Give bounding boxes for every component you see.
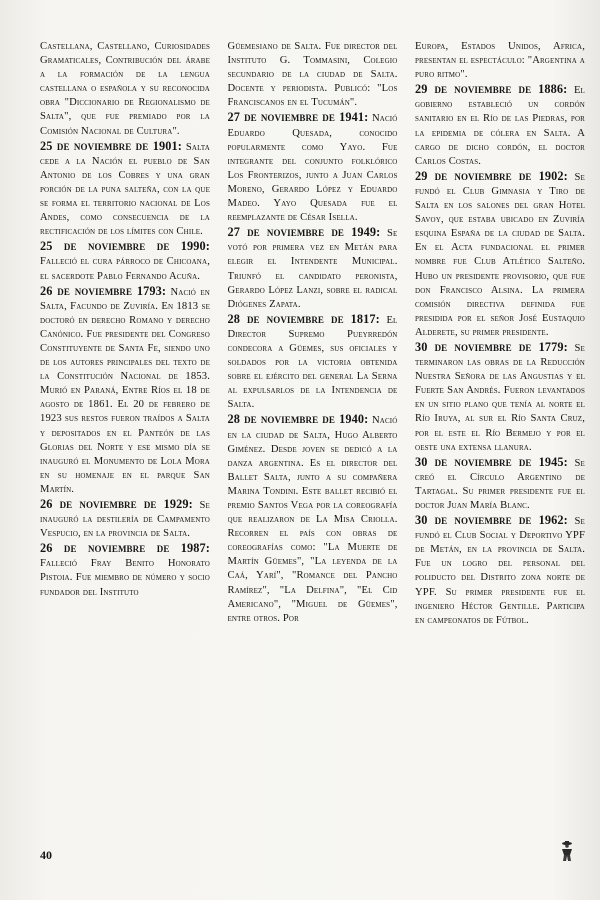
entry-date: 27 de noviembre de 1941: — [227, 110, 369, 125]
entry-date: 25 de noviembre de 1990: — [40, 239, 210, 254]
entry-date: 28 de noviembre de 1940: — [227, 412, 369, 427]
entry-date: 26 de noviembre 1793: — [40, 283, 167, 298]
text-columns — [40, 40, 585, 850]
entry-text: Se fundó el Club Gimnasia y Tiro de Salta en los salones del gran Hotel Savoy, que estaba ubicado en Zuviría esquina España de la ciudad de Salta. En el Acta fundacional el primer nombre fue Club Atlético Salteño. Hubo un presidente provisorio, que fue don Francisco Alsina. La primera comisión directiva definida fue presidida por el señor José Eustaquio Alderete, su primer presidente. — [415, 171, 585, 338]
entry — [415, 455, 585, 513]
entry-date: 29 de noviembre de 1902: — [415, 168, 568, 183]
entry-text: Se inauguró la destilería de Campamento Vespucio, en la provincia de Salta. — [40, 500, 210, 540]
entry — [40, 284, 210, 497]
gaucho-figure-icon — [558, 840, 576, 862]
page-number: 40 — [40, 848, 52, 862]
entry-date: 25 de noviembre de 1901: — [40, 138, 182, 153]
entry-date: 30 de noviembre de 1945: — [415, 454, 568, 469]
entry — [228, 412, 398, 625]
entry — [415, 82, 585, 169]
entry-text: El Director Supremo Pueyrredón condecora a Güemes, sus oficiales y soldados por la victoria obtenida sobre el ejército del general La Serna al expulsarlos de la Intendencia de Salta. — [227, 314, 398, 411]
entry-text: Salta cede a la Nación el pueblo de San Antonio de los Cobres y una gran porción de la puna salteña, con la que se forma el territorio nacional de Los Andes, como consecuencia de la rectificación de los límites con Chile. — [40, 141, 210, 238]
entry-text: Se votó por primera vez en Metán para elegir el Intendente Municipal. Triunfó el candidato peronista, Gerardo López Lanzi, sobre el radical Diógenes Zapata. — [227, 228, 398, 310]
entry: Castellana, Castellano, Curiosidades Gramaticales, Contribución del árabe a la formación de la lengua castellana o española y su reconocida obra "Diccionario de Regionalismo de Salta", que fue premiado por la Comisión Nacional de Cultura". — [40, 41, 210, 137]
entry-date: 30 de noviembre de 1779: — [415, 339, 568, 354]
entry — [228, 225, 398, 312]
entry-date: 29 de noviembre de 1886: — [415, 82, 568, 97]
entry-text: Nació Eduardo Quesada, conocido popularmente como Yayo. Fue integrante del conjunto folklórico Los Fronterizos, junto a Juan Carlos Moreno, Gerardo López y Eduardo Madeo. Yayo Quesada fue el reemplazante de César Isella. — [227, 113, 398, 224]
entry — [40, 139, 210, 240]
entry-text: Se fundó el Club Social y Deportivo YPF de Metán, en la provincia de Salta. Fue un logro del personal del poliducto del Distrito zona norte de YPF. Su primer presidente fue el ingeniero Héctor Gentille. Participa en campeonatos de Fútbol. — [415, 516, 585, 626]
entry-text: Falleció Fray Benito Honorato Pistoia. Fue miembro de número y socio fundador del Instituto — [40, 558, 210, 598]
entry-date: 27 de noviembre de 1949: — [227, 225, 381, 240]
column-1 — [40, 40, 210, 850]
entry — [40, 239, 210, 283]
entry-text: Nació en la ciudad de Salta, Hugo Alberto Giménez. Desde joven se dedicó a la danza argentina. Es el director del Ballet Salta, junto a su compañera Marina Tondini. Este ballet recibió el premio Santos Vega por la coreografía que realizaron de La Misa Criolla. Recorren el país con obras de coreografías como: "La Muerte de Martín Güemes", "La leyenda de la Caá, Yarí", "Romance del Pancho Ramírez", "La Delfina", "El Cid Americano", "Miguel de Güemes", entre otros. Por — [227, 415, 398, 624]
entry: Güemesiano de Salta. Fue director del Instituto G. Tommasini, Colegio secundario de la ciudad de Salta. Docente y periodista. Publicó: "Los Franciscanos en el Tucumán". — [227, 41, 398, 109]
entry-text: El gobierno estableció un cordón sanitario en el Río de las Piedras, por la epidemia de cólera en Salta. A cargo de dicho cordón, el doctor Carlos Costas. — [415, 85, 585, 167]
entry-date: 26 de noviembre de 1929: — [40, 497, 193, 511]
column-2 — [228, 40, 398, 850]
entry-date: 26 de noviembre de 1987: — [40, 541, 210, 556]
entry-text: Falleció el cura párroco de Chicoana, el sacerdote Pablo Fernando Acuña. — [40, 256, 210, 282]
entry-date: 30 de noviembre de 1962: — [415, 513, 568, 528]
entry — [40, 541, 210, 599]
entry-text: Nació en Salta, Facundo de Zuviría. En 1813 se doctoró en derecho Romano y derecho Canónico. Fue presidente del Congreso Constituyente de Santa Fe, siendo uno de los autores principales del texto de la Constitución Nacional de 1853. Murió en Paraná, Entre Ríos el 18 de agosto de 1861. El 20 de febrero de 1923 sus restos fueron traídos a Salta y depositados en el Panteón de las Glorias del Norte y ese mismo día se inauguró el Monumento de Lola Mora en su homenaje en el parque San Martín. — [40, 286, 210, 495]
entry-date: 28 de noviembre de 1817: — [227, 311, 380, 326]
entry — [228, 312, 398, 413]
entry — [415, 513, 585, 628]
entry: Europa, Estados Unidos, Africa, presentan el espectáculo: "Argentina a puro ritmo". — [415, 41, 585, 81]
entry-text: Se terminaron las obras de la Reducción Nuestra Señora de las Angustias y el Fuerte San Andrés. Fueron levantados en un sitio plano que tenía al norte el Río Iruya, al sur el Río Santa Cruz, por el este el Río Bermejo y por el oeste una extensa llanura. — [415, 342, 585, 453]
entry — [228, 110, 398, 225]
entry-text: Se creó el Círculo Argentino de Tartagal. Su primer presidente fue el doctor Juan María Blanc. — [415, 457, 585, 511]
column-3 — [415, 40, 585, 850]
entry — [415, 169, 585, 340]
entry — [40, 497, 210, 541]
entry — [415, 340, 585, 455]
